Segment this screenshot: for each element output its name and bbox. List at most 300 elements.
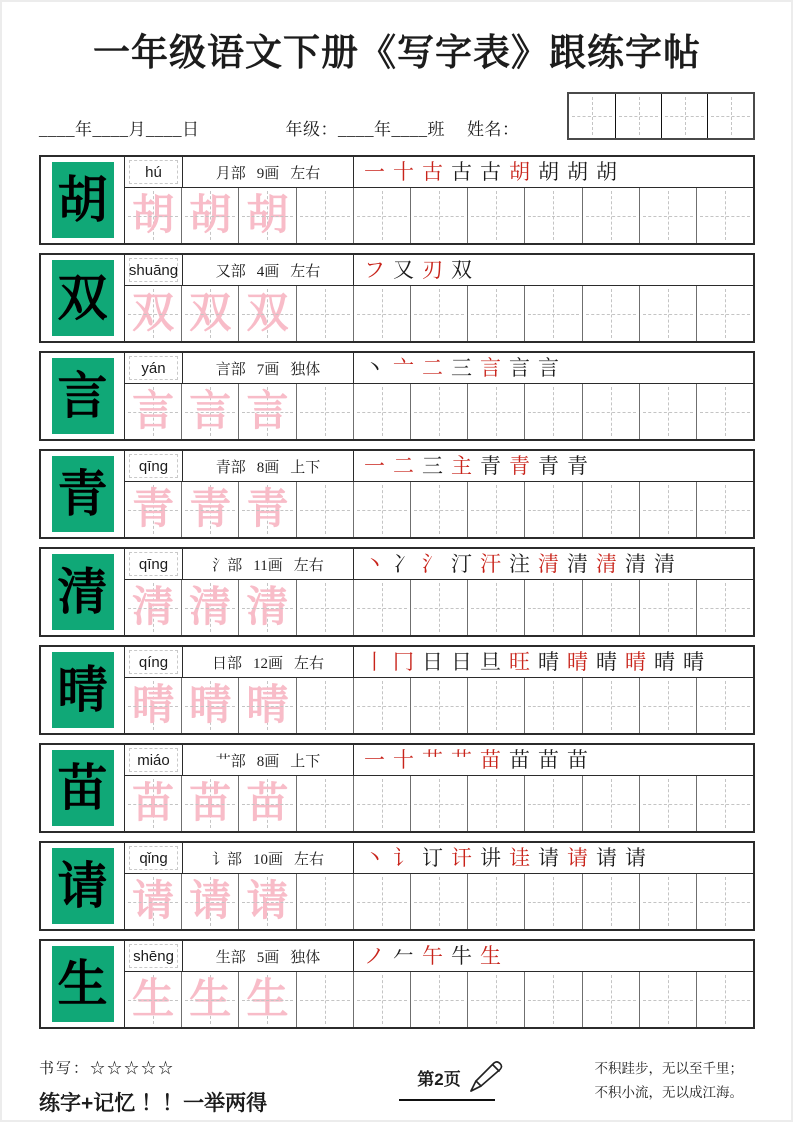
stroke-sequence — [354, 647, 753, 677]
traced-character: 苗 — [189, 780, 232, 827]
radical-text: 讠部 — [211, 851, 242, 868]
practice-cell-empty — [639, 188, 696, 243]
practice-cell-empty — [524, 188, 581, 243]
stroke-count-text: 8画 — [256, 459, 280, 476]
practice-cell-traced — [181, 972, 238, 1027]
header-line — [39, 90, 755, 140]
pinyin-text: qǐng — [139, 849, 168, 867]
traced-character: 晴 — [246, 682, 289, 729]
practice-cell-empty — [524, 678, 581, 733]
row-grid — [124, 647, 753, 733]
practice-cell-traced — [238, 678, 295, 733]
stroke-step: 日 — [451, 649, 472, 674]
traced-character: 胡 — [132, 192, 175, 239]
pinyin-cell — [125, 157, 183, 187]
practice-cells — [125, 482, 753, 537]
pinyin-text: shēng — [133, 947, 174, 965]
stroke-step: 古 — [451, 159, 472, 184]
structure-text: 左右 — [290, 263, 321, 280]
date-blank: ____年____月____日 — [39, 120, 200, 139]
traced-character: 晴 — [189, 682, 232, 729]
pinyin-text: miáo — [137, 751, 170, 769]
stroke-step: 双 — [451, 257, 472, 282]
pinyin-cell — [125, 353, 183, 383]
stroke-step: 艹 — [451, 747, 472, 772]
main-character: 言 — [57, 368, 108, 424]
footer-left — [39, 1057, 357, 1117]
character-box — [52, 652, 114, 728]
stroke-step: 旦 — [480, 649, 501, 674]
practice-cell-empty — [696, 188, 753, 243]
stroke-step: 清 — [654, 551, 675, 576]
practice-cell-empty — [296, 286, 353, 341]
stroke-sequence — [354, 549, 753, 579]
row-grid — [124, 353, 753, 439]
stroke-step: 苗 — [567, 747, 588, 772]
practice-cell-empty — [410, 580, 467, 635]
practice-cell-traced — [181, 776, 238, 831]
practice-cell-empty — [582, 776, 639, 831]
name-grid — [567, 92, 755, 140]
character-box-column — [41, 745, 124, 831]
stroke-step: 二 — [422, 355, 443, 380]
practice-cells — [125, 972, 753, 1027]
name-grid-cell — [615, 94, 661, 138]
radical-info — [183, 745, 354, 775]
practice-cell-empty — [467, 384, 524, 439]
character-row — [39, 351, 755, 441]
character-box-column — [41, 451, 124, 537]
stroke-step: 丶 — [364, 845, 385, 870]
practice-cell-empty — [524, 776, 581, 831]
practice-cell-empty — [582, 188, 639, 243]
pinyin-text: qīng — [138, 555, 169, 573]
practice-cell-empty — [410, 972, 467, 1027]
stroke-step: 胡 — [538, 159, 559, 184]
traced-character: 晴 — [132, 682, 175, 729]
practice-cell-empty — [524, 482, 581, 537]
character-box — [52, 456, 114, 532]
practice-cell-empty — [296, 580, 353, 635]
main-character: 晴 — [57, 662, 108, 718]
practice-cell-empty — [296, 678, 353, 733]
practice-cell-empty — [353, 286, 410, 341]
character-box — [52, 848, 114, 924]
structure-text: 上下 — [290, 753, 321, 770]
traced-character: 胡 — [246, 192, 289, 239]
stroke-sequence — [354, 745, 753, 775]
stroke-step: 十 — [393, 747, 414, 772]
pinyin-text: qíng — [138, 653, 169, 671]
practice-cell-empty — [696, 776, 753, 831]
stroke-step: 青 — [538, 453, 559, 478]
practice-cell-empty — [353, 384, 410, 439]
stroke-step: 苗 — [538, 747, 559, 772]
practice-cell-traced — [238, 286, 295, 341]
practice-cell-empty — [353, 874, 410, 929]
stroke-step: 汗 — [480, 551, 501, 576]
structure-text: 左右 — [290, 165, 321, 182]
practice-cell-traced — [125, 678, 181, 733]
stroke-step: 古 — [480, 159, 501, 184]
practice-cell-empty — [696, 580, 753, 635]
practice-cell-traced — [125, 384, 181, 439]
practice-cells — [125, 286, 753, 341]
name-label: 姓名： — [467, 120, 520, 139]
stroke-step: ノ — [364, 943, 385, 968]
rows-container — [39, 155, 755, 1029]
traced-character: 胡 — [189, 192, 232, 239]
stroke-step: 晴 — [625, 649, 646, 674]
practice-cell-empty — [353, 482, 410, 537]
character-box — [52, 946, 114, 1022]
footer-quote — [595, 1057, 756, 1104]
radical-text: 月部 — [215, 165, 246, 182]
practice-cell-empty — [353, 580, 410, 635]
practice-cell-empty — [639, 286, 696, 341]
practice-cell-empty — [639, 972, 696, 1027]
practice-cell-empty — [467, 972, 524, 1027]
stroke-step: 言 — [509, 355, 530, 380]
practice-cell-empty — [696, 874, 753, 929]
traced-character: 苗 — [132, 780, 175, 827]
stroke-step: 艹 — [422, 747, 443, 772]
structure-text: 左右 — [293, 557, 324, 574]
practice-cell-empty — [582, 384, 639, 439]
traced-character: 生 — [189, 976, 232, 1023]
stroke-step: 苗 — [480, 747, 501, 772]
character-box-column — [41, 647, 124, 733]
stroke-count-text: 12画 — [252, 655, 283, 672]
structure-text: 上下 — [290, 459, 321, 476]
stroke-step: 三 — [451, 355, 472, 380]
stroke-step: 𠂉 — [393, 943, 414, 968]
pen-icon — [467, 1059, 507, 1095]
star-icons: ☆☆☆☆☆ — [90, 1061, 176, 1077]
radical-info — [183, 353, 354, 383]
radical-text: 氵部 — [212, 557, 243, 574]
stroke-step: 言 — [538, 355, 559, 380]
row-info-bar — [125, 451, 753, 482]
practice-cell-empty — [467, 580, 524, 635]
main-character: 清 — [57, 564, 108, 620]
practice-cell-empty — [582, 972, 639, 1027]
stroke-count-text: 7画 — [256, 361, 280, 378]
stroke-step: 青 — [509, 453, 530, 478]
slogan-text: 练字+记忆 ！！一举两得 — [39, 1092, 268, 1115]
traced-character: 请 — [246, 878, 289, 925]
grade-blank: 年级：____年____班 — [285, 120, 445, 139]
stroke-step: 订 — [422, 845, 443, 870]
pinyin-cell — [125, 255, 183, 285]
practice-cell-empty — [639, 776, 696, 831]
practice-cell-empty — [696, 286, 753, 341]
practice-cells — [125, 188, 753, 243]
pinyin-cell — [125, 647, 183, 677]
practice-cell-traced — [238, 874, 295, 929]
main-character: 苗 — [57, 760, 108, 816]
practice-cell-empty — [582, 580, 639, 635]
footer-center — [357, 1065, 537, 1101]
practice-cell-empty — [410, 874, 467, 929]
radical-info — [183, 451, 354, 481]
character-box — [52, 554, 114, 630]
stroke-step: 清 — [625, 551, 646, 576]
pinyin-cell — [125, 941, 183, 971]
main-character: 双 — [57, 270, 108, 326]
traced-character: 言 — [189, 388, 232, 435]
character-row — [39, 155, 755, 245]
practice-cell-traced — [125, 580, 181, 635]
traced-character: 清 — [246, 584, 289, 631]
row-grid — [124, 941, 753, 1027]
quote-line-2: 不积小流，无以成江海。 — [594, 1084, 743, 1100]
row-grid — [124, 843, 753, 929]
character-box-column — [41, 353, 124, 439]
practice-cell-empty — [696, 384, 753, 439]
main-character: 胡 — [57, 172, 108, 228]
practice-cell-empty — [639, 874, 696, 929]
character-box — [52, 162, 114, 238]
stroke-step: 晴 — [538, 649, 559, 674]
stroke-sequence — [354, 451, 753, 481]
pinyin-text: qīng — [138, 457, 169, 475]
traced-character: 青 — [189, 486, 232, 533]
stroke-step: 诖 — [509, 845, 530, 870]
stroke-step: 一 — [364, 747, 385, 772]
pinyin-cell — [125, 549, 183, 579]
character-row — [39, 841, 755, 931]
stroke-step: 汀 — [451, 551, 472, 576]
main-character: 生 — [57, 956, 108, 1012]
stroke-count-text: 4画 — [256, 263, 280, 280]
stroke-step: 请 — [538, 845, 559, 870]
practice-cell-empty — [582, 678, 639, 733]
practice-cell-empty — [296, 874, 353, 929]
main-character: 青 — [57, 466, 108, 522]
practice-cell-traced — [181, 384, 238, 439]
radical-text: 青部 — [215, 459, 246, 476]
stroke-step: 请 — [596, 845, 617, 870]
practice-cell-empty — [296, 188, 353, 243]
pinyin-text: yán — [141, 359, 166, 377]
pinyin-text: shuāng — [128, 261, 179, 279]
traced-character: 请 — [189, 878, 232, 925]
stroke-step: 青 — [480, 453, 501, 478]
stroke-step: 青 — [567, 453, 588, 478]
structure-text: 左右 — [294, 655, 325, 672]
row-grid — [124, 157, 753, 243]
practice-cell-empty — [353, 678, 410, 733]
stroke-count-text: 9画 — [256, 165, 280, 182]
stroke-step: 胡 — [509, 159, 530, 184]
stroke-step: 讠 — [393, 845, 414, 870]
practice-cell-empty — [696, 678, 753, 733]
stroke-step: 旺 — [509, 649, 530, 674]
character-row — [39, 449, 755, 539]
stroke-step: 午 — [422, 943, 443, 968]
row-info-bar — [125, 647, 753, 678]
traced-character: 言 — [132, 388, 175, 435]
pinyin-cell — [125, 843, 183, 873]
row-info-bar — [125, 549, 753, 580]
practice-cell-empty — [582, 482, 639, 537]
stroke-step: 讲 — [480, 845, 501, 870]
radical-info — [183, 843, 354, 873]
radical-info — [183, 647, 354, 677]
stroke-step: 清 — [596, 551, 617, 576]
practice-cell-traced — [125, 286, 181, 341]
practice-cell-empty — [696, 972, 753, 1027]
name-grid-cell — [661, 94, 707, 138]
page-title: 一年级语文下册《写字表》跟练字帖 — [93, 32, 701, 73]
practice-cell-empty — [467, 776, 524, 831]
radical-text: 生部 — [215, 949, 246, 966]
quote-line-1: 不积跬步，无以至千里； — [594, 1061, 743, 1076]
stroke-step: 请 — [625, 845, 646, 870]
stroke-step: 胡 — [596, 159, 617, 184]
practice-cell-empty — [524, 580, 581, 635]
stroke-sequence — [354, 843, 753, 873]
stroke-sequence — [354, 941, 753, 971]
practice-cell-empty — [639, 678, 696, 733]
practice-cell-empty — [353, 972, 410, 1027]
row-info-bar — [125, 843, 753, 874]
stroke-step: 一 — [364, 159, 385, 184]
practice-cell-traced — [238, 580, 295, 635]
character-box — [52, 260, 114, 336]
stroke-step: 晴 — [683, 649, 704, 674]
rating-label: 书写： — [39, 1061, 91, 1077]
practice-cells — [125, 384, 753, 439]
row-info-bar — [125, 745, 753, 776]
character-row — [39, 743, 755, 833]
practice-cell-traced — [125, 188, 181, 243]
practice-cell-empty — [467, 482, 524, 537]
practice-cell-empty — [467, 678, 524, 733]
practice-cell-traced — [181, 580, 238, 635]
row-info-bar — [125, 353, 753, 384]
name-grid-cell — [707, 94, 753, 138]
row-info-bar — [125, 255, 753, 286]
practice-cell-traced — [125, 972, 181, 1027]
practice-cell-empty — [467, 188, 524, 243]
stroke-step: 二 — [393, 453, 414, 478]
traced-character: 生 — [246, 976, 289, 1023]
pinyin-text: hú — [145, 163, 162, 181]
stroke-sequence — [354, 255, 753, 285]
practice-cell-traced — [181, 188, 238, 243]
practice-cell-empty — [524, 384, 581, 439]
practice-cell-empty — [582, 286, 639, 341]
row-grid — [124, 549, 753, 635]
traced-character: 双 — [246, 290, 289, 337]
practice-cell-empty — [296, 972, 353, 1027]
stroke-step: 主 — [451, 453, 472, 478]
radical-text: 言部 — [215, 361, 246, 378]
stroke-step: 苗 — [509, 747, 530, 772]
stroke-step: 三 — [422, 453, 443, 478]
stroke-sequence — [354, 353, 753, 383]
name-grid-cell — [569, 94, 615, 138]
stroke-step: 古 — [422, 159, 443, 184]
pinyin-cell — [125, 451, 183, 481]
practice-cell-empty — [410, 678, 467, 733]
practice-cells — [125, 776, 753, 831]
practice-cell-empty — [524, 874, 581, 929]
practice-cell-empty — [524, 972, 581, 1027]
stroke-step: 又 — [393, 257, 414, 282]
stroke-step: 牛 — [451, 943, 472, 968]
character-box-column — [41, 255, 124, 341]
stroke-step: 冂 — [393, 649, 414, 674]
stroke-step: フ — [364, 257, 385, 282]
practice-cells — [125, 678, 753, 733]
practice-cells — [125, 580, 753, 635]
practice-cell-empty — [296, 482, 353, 537]
stroke-count-text: 10画 — [252, 851, 283, 868]
stroke-step: 胡 — [567, 159, 588, 184]
stroke-step: 晴 — [596, 649, 617, 674]
stroke-step: 晴 — [567, 649, 588, 674]
practice-cell-empty — [639, 580, 696, 635]
stroke-step: 刃 — [422, 257, 443, 282]
practice-cell-empty — [410, 188, 467, 243]
practice-cells — [125, 874, 753, 929]
structure-text: 独体 — [290, 949, 321, 966]
character-row — [39, 939, 755, 1029]
practice-cell-traced — [238, 188, 295, 243]
stroke-step: 丶 — [364, 551, 385, 576]
practice-cell-empty — [467, 286, 524, 341]
practice-cell-empty — [410, 384, 467, 439]
practice-cell-traced — [125, 482, 181, 537]
radical-text: 日部 — [211, 655, 242, 672]
practice-cell-traced — [238, 776, 295, 831]
stroke-step: 丨 — [364, 649, 385, 674]
practice-cell-traced — [181, 678, 238, 733]
row-grid — [124, 451, 753, 537]
practice-cell-traced — [238, 972, 295, 1027]
stroke-sequence — [354, 157, 753, 187]
stroke-step: 亠 — [393, 355, 414, 380]
stroke-step: 清 — [567, 551, 588, 576]
stroke-step: 丶 — [364, 355, 385, 380]
practice-cell-traced — [238, 482, 295, 537]
radical-info — [183, 941, 354, 971]
character-row — [39, 645, 755, 735]
stroke-step: 晴 — [654, 649, 675, 674]
practice-cell-empty — [296, 384, 353, 439]
practice-cell-empty — [639, 482, 696, 537]
stroke-step: 讦 — [451, 845, 472, 870]
practice-cell-empty — [353, 188, 410, 243]
character-box — [52, 750, 114, 826]
practice-cell-empty — [639, 384, 696, 439]
practice-cell-empty — [296, 776, 353, 831]
traced-character: 青 — [246, 486, 289, 533]
practice-cell-traced — [181, 286, 238, 341]
practice-cell-empty — [410, 776, 467, 831]
structure-text: 左右 — [294, 851, 325, 868]
practice-cell-traced — [181, 874, 238, 929]
footer — [39, 1057, 755, 1117]
main-character: 请 — [57, 858, 108, 914]
stroke-step: 冫 — [393, 551, 414, 576]
character-box-column — [41, 941, 124, 1027]
pinyin-cell — [125, 745, 183, 775]
stroke-step: 清 — [538, 551, 559, 576]
